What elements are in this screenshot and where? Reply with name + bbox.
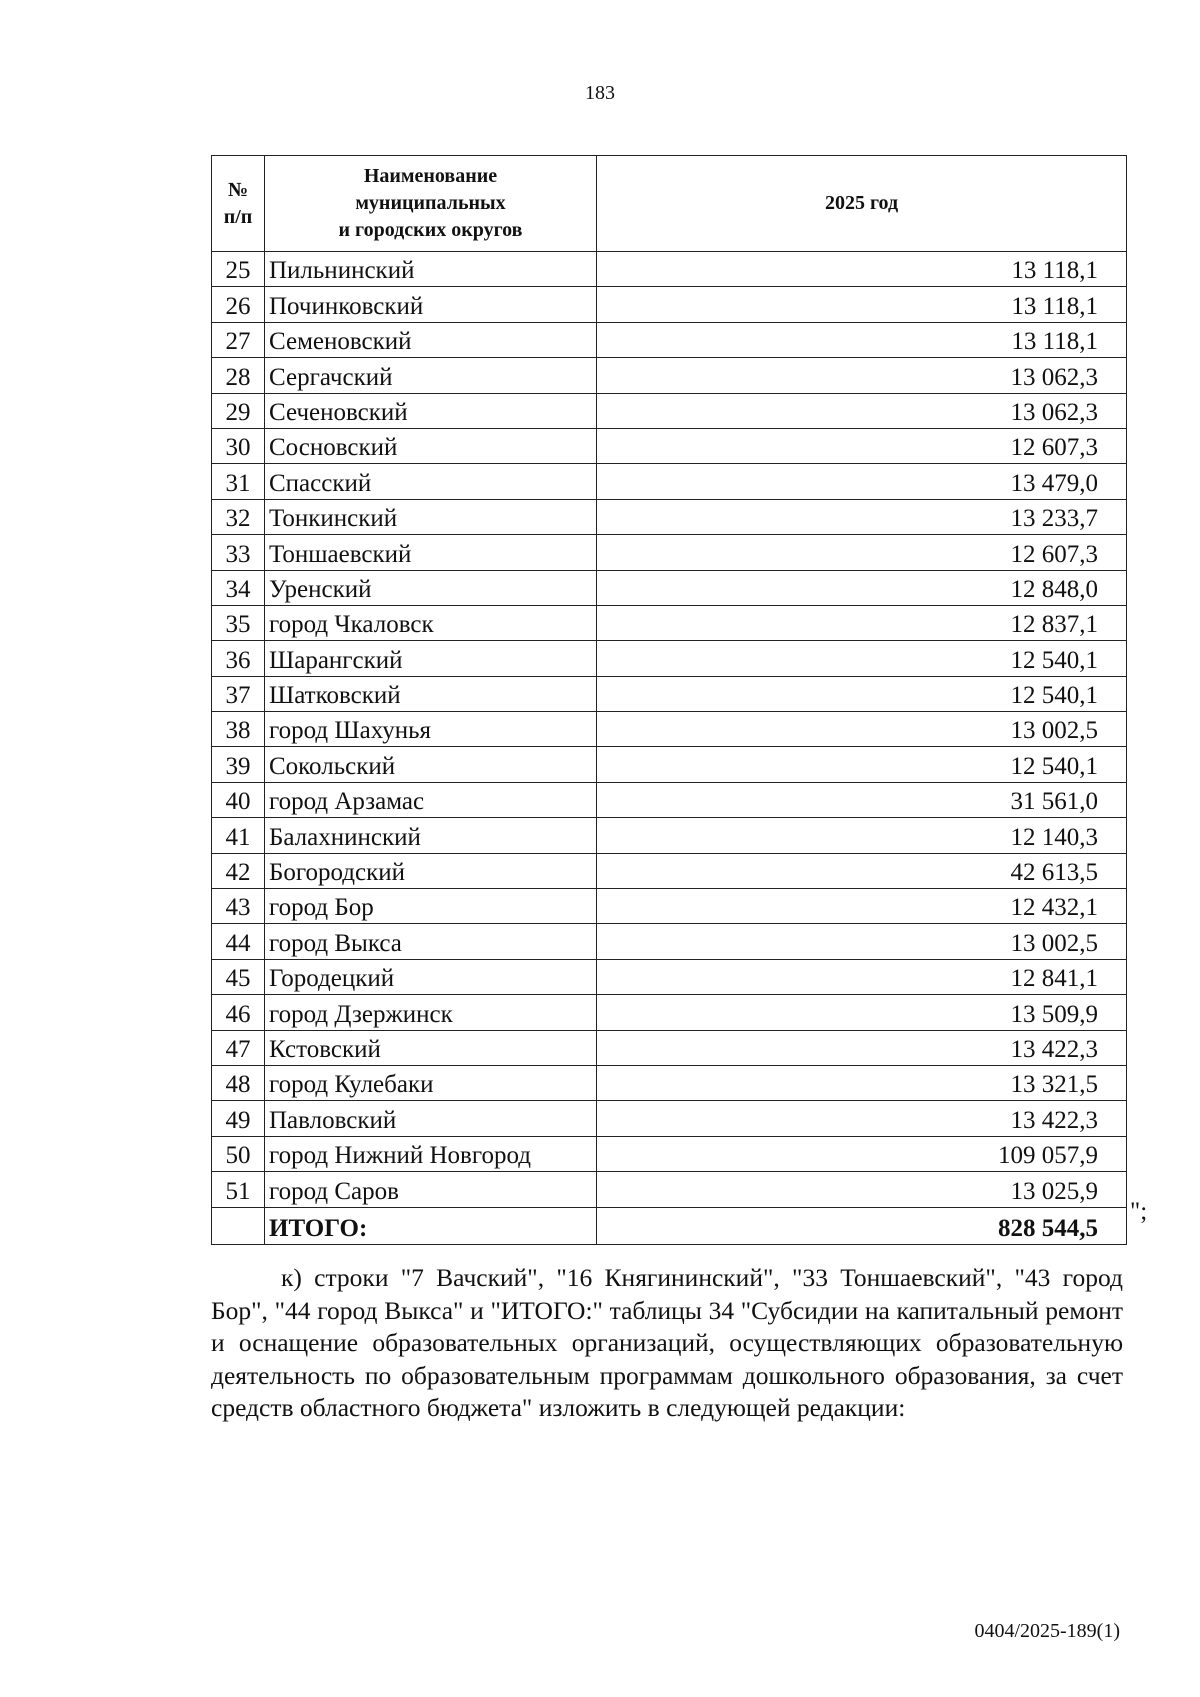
row-name: город Дзержинск (265, 995, 597, 1030)
subsidy-table (211, 155, 1127, 1245)
row-value: 12 540,1 (597, 747, 1127, 782)
row-number: 47 (212, 1030, 265, 1065)
row-name: город Бор (265, 889, 597, 924)
row-value: 12 540,1 (597, 641, 1127, 676)
row-number: 41 (212, 818, 265, 853)
row-number: 35 (212, 605, 265, 640)
row-name: город Кулебаки (265, 1065, 597, 1100)
row-number: 43 (212, 889, 265, 924)
table-row (212, 570, 1127, 605)
row-name: Балахнинский (265, 818, 597, 853)
table-row (212, 358, 1127, 393)
header-year: 2025 год (597, 156, 1127, 252)
row-number: 39 (212, 747, 265, 782)
table-row (212, 464, 1127, 499)
row-name: Сергачский (265, 358, 597, 393)
header-name-line-1: Наименование (363, 165, 498, 187)
table-row (212, 782, 1127, 817)
row-number: 32 (212, 499, 265, 534)
page-number: 183 (585, 82, 615, 104)
table-row (212, 1172, 1127, 1207)
row-name: Семеновский (265, 322, 597, 357)
table-row (212, 535, 1127, 570)
row-name: Пильнинский (265, 252, 597, 287)
header-num (212, 156, 265, 252)
table-row (212, 287, 1127, 322)
table-row (212, 252, 1127, 287)
row-name: Тонкинский (265, 499, 597, 534)
row-name: Починковский (265, 287, 597, 322)
row-name: Уренский (265, 570, 597, 605)
total-value: 828 544,5 (597, 1207, 1127, 1244)
row-value: 13 233,7 (597, 499, 1127, 534)
row-number: 28 (212, 358, 265, 393)
row-name: Городецкий (265, 959, 597, 994)
row-name: Павловский (265, 1101, 597, 1136)
row-value: 13 422,3 (597, 1101, 1127, 1136)
row-value: 13 118,1 (597, 322, 1127, 357)
row-number: 30 (212, 428, 265, 463)
table-row (212, 818, 1127, 853)
row-value: 13 062,3 (597, 393, 1127, 428)
table-row (212, 1136, 1127, 1171)
row-value: 42 613,5 (597, 853, 1127, 888)
subsidy-table-wrapper (211, 155, 1127, 1245)
row-number: 44 (212, 924, 265, 959)
table-row (212, 499, 1127, 534)
table-header-row (212, 156, 1127, 252)
row-name: Кстовский (265, 1030, 597, 1065)
row-number: 48 (212, 1065, 265, 1100)
table-row (212, 712, 1127, 747)
row-number: 33 (212, 535, 265, 570)
row-number: 26 (212, 287, 265, 322)
row-value: 13 118,1 (597, 252, 1127, 287)
row-name: город Арзамас (265, 782, 597, 817)
row-value: 13 002,5 (597, 712, 1127, 747)
row-value: 12 540,1 (597, 676, 1127, 711)
row-number: 46 (212, 995, 265, 1030)
row-value: 13 422,3 (597, 1030, 1127, 1065)
row-value: 31 561,0 (597, 782, 1127, 817)
row-number: 51 (212, 1172, 265, 1207)
row-name: город Нижний Новгород (265, 1136, 597, 1171)
table-body (212, 252, 1127, 1245)
table-row (212, 853, 1127, 888)
row-name: Сокольский (265, 747, 597, 782)
table-row (212, 676, 1127, 711)
row-number: 31 (212, 464, 265, 499)
row-name: Тоншаевский (265, 535, 597, 570)
row-number: 49 (212, 1101, 265, 1136)
closing-quote-mark: "; (1130, 1198, 1148, 1225)
row-number: 45 (212, 959, 265, 994)
header-name-line-3: и городских округов (338, 219, 523, 241)
row-name: Богородский (265, 853, 597, 888)
row-number: 50 (212, 1136, 265, 1171)
row-name: Шатковский (265, 676, 597, 711)
row-number: 36 (212, 641, 265, 676)
row-number: 34 (212, 570, 265, 605)
table-row (212, 959, 1127, 994)
row-number: 37 (212, 676, 265, 711)
table-row (212, 641, 1127, 676)
row-name: Сосновский (265, 428, 597, 463)
row-value: 13 479,0 (597, 464, 1127, 499)
row-value: 12 848,0 (597, 570, 1127, 605)
header-num-line-1: № (227, 178, 249, 201)
total-label: ИТОГО: (265, 1207, 597, 1244)
row-number: 29 (212, 393, 265, 428)
row-name: город Выкса (265, 924, 597, 959)
document-code: 0404/2025-189(1) (974, 1620, 1120, 1642)
row-value: 12 607,3 (597, 535, 1127, 570)
table-row (212, 428, 1127, 463)
header-num-line-2: п/п (223, 205, 253, 228)
header-name-line-2: муниципальных (355, 192, 506, 214)
row-value: 109 057,9 (597, 1136, 1127, 1171)
amendment-paragraph: к) строки "7 Вачский", "16 Княгининский", "33 Тоншаевский", "43 город Бор", "44 город Выкса" и "ИТОГО:" таблицы 34 "Субсидии на капитальный ремонт и оснащение образовательных организаций, осуществляющих образовательную деятельность по образовательным программам дошкольного образования, за счет средств областного бюджета" изложить в следующей редакции: (211, 1263, 1123, 1422)
row-value: 13 321,5 (597, 1065, 1127, 1100)
row-value: 12 837,1 (597, 605, 1127, 640)
row-name: Сеченовский (265, 393, 597, 428)
row-value: 13 002,5 (597, 924, 1127, 959)
row-value: 12 432,1 (597, 889, 1127, 924)
table-row (212, 605, 1127, 640)
table-row (212, 995, 1127, 1030)
row-value: 12 607,3 (597, 428, 1127, 463)
row-value: 13 118,1 (597, 287, 1127, 322)
row-number: 25 (212, 252, 265, 287)
row-name: Шарангский (265, 641, 597, 676)
row-number: 27 (212, 322, 265, 357)
row-name: Спасский (265, 464, 597, 499)
table-row (212, 1101, 1127, 1136)
table-row (212, 747, 1127, 782)
row-value: 13 062,3 (597, 358, 1127, 393)
table-row (212, 924, 1127, 959)
row-value: 12 140,3 (597, 818, 1127, 853)
header-name (265, 156, 597, 252)
total-number-empty (212, 1207, 265, 1244)
table-row (212, 1065, 1127, 1100)
row-name: город Саров (265, 1172, 597, 1207)
row-value: 13 509,9 (597, 995, 1127, 1030)
row-number: 38 (212, 712, 265, 747)
table-row (212, 889, 1127, 924)
table-row (212, 393, 1127, 428)
row-value: 12 841,1 (597, 959, 1127, 994)
row-number: 42 (212, 853, 265, 888)
table-row (212, 322, 1127, 357)
row-name: город Шахунья (265, 712, 597, 747)
row-value: 13 025,9 (597, 1172, 1127, 1207)
row-number: 40 (212, 782, 265, 817)
table-row (212, 1030, 1127, 1065)
table-total-row (212, 1207, 1127, 1244)
row-name: город Чкаловск (265, 605, 597, 640)
